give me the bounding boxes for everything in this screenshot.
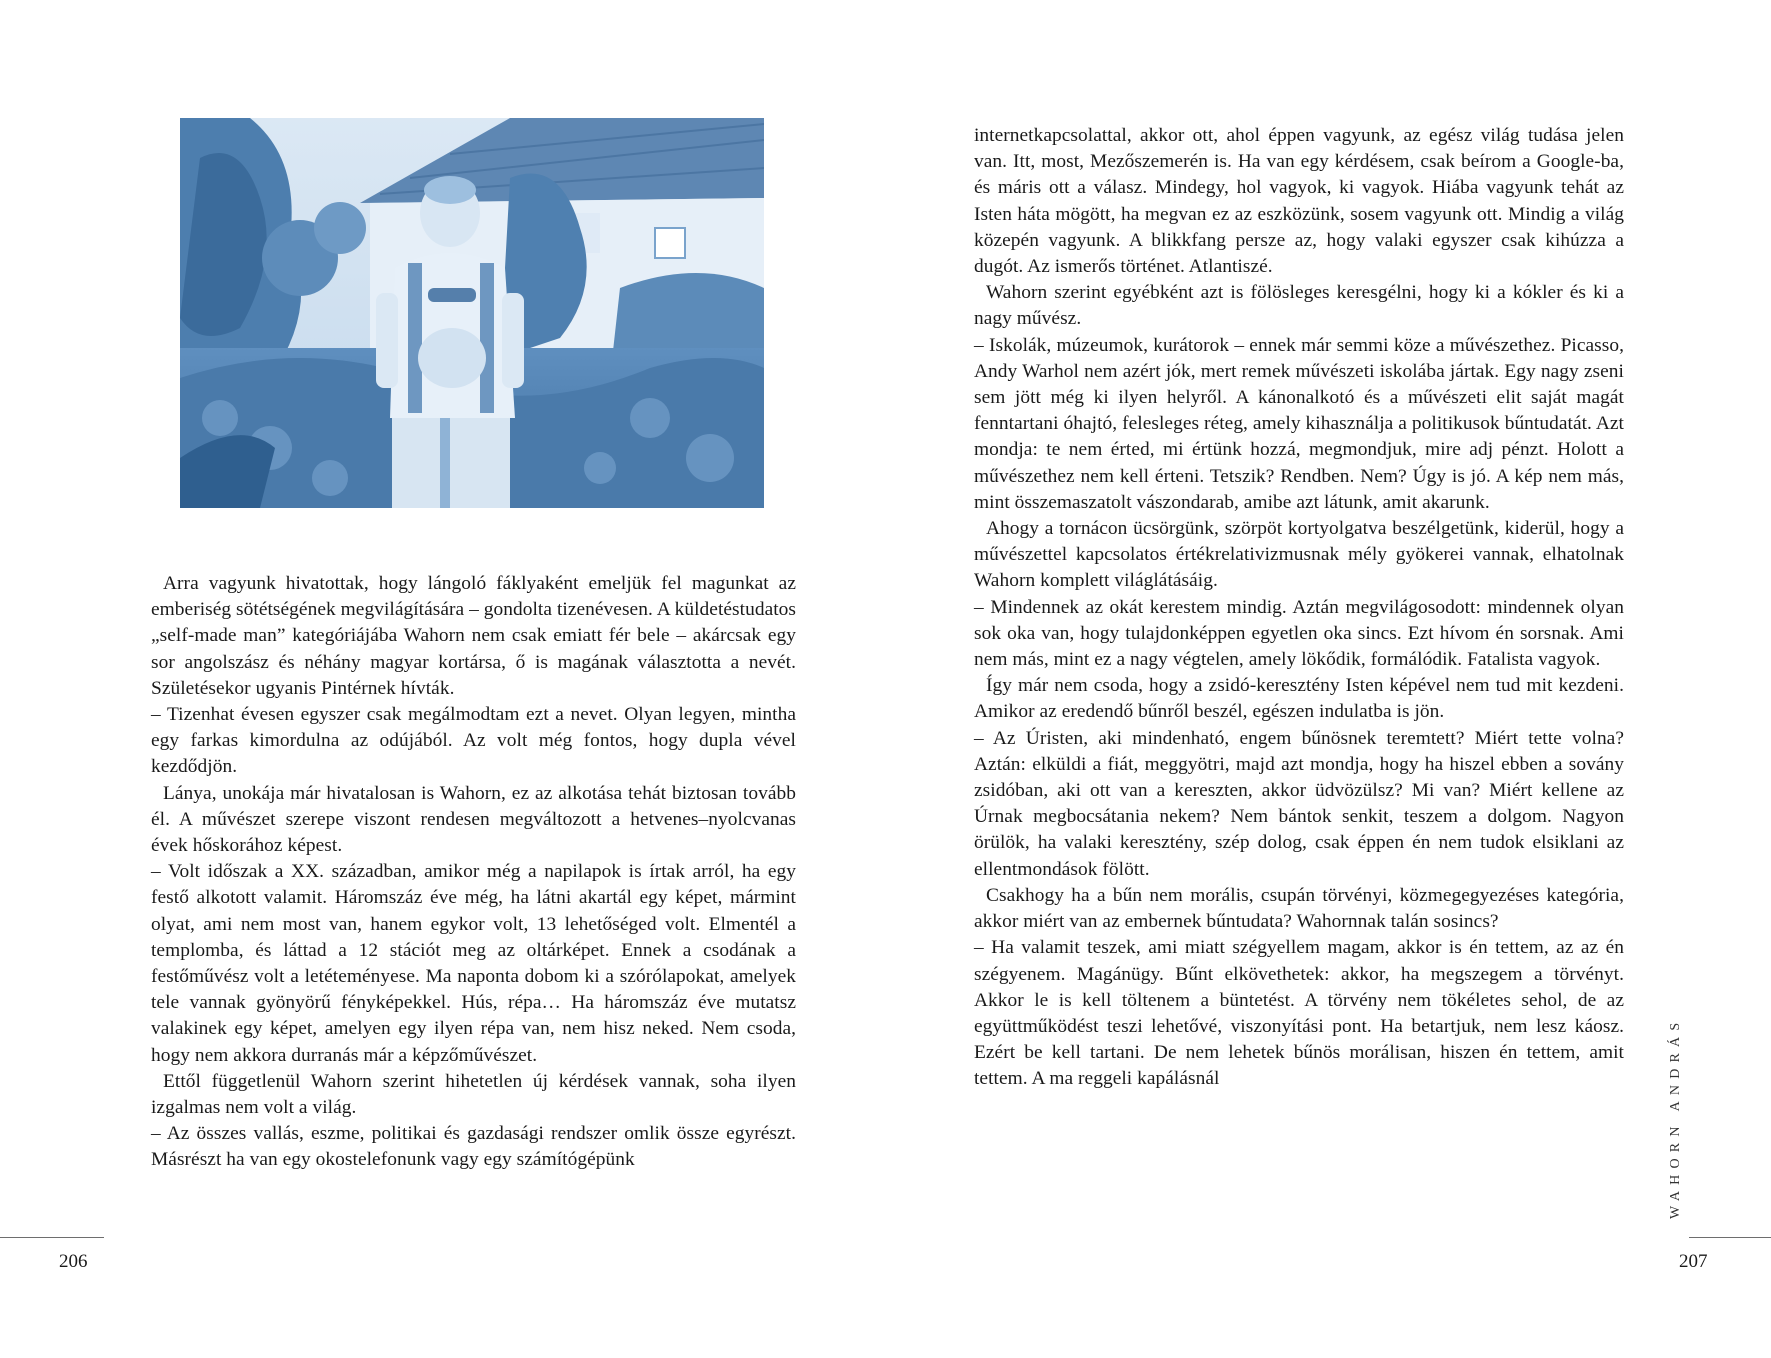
left-page-text: [151, 571, 796, 1174]
paragraph: – Volt időszak a XX. században, amikor még a napilapok is írtak arról, ha egy festő alkotott valamit. Háromszáz éve még, ha látni akartál egy képet, mármint olyat, ami nem most van, hanem egykor volt, 13 lehetőséged volt. Elmentél a templomba, és láttad a 12 stációt meg az oltárképet. Ennek a csodának a festőművész volt a letéteményese. Ma naponta dobom ki a szórólapokat, amelyek tele vannak gyönyörű fényképekkel. Hús, répa… Ha háromszáz éve mutatsz valakinek egy képet, amelyen egy ilyen répa van, nem hisz neked. Nem csoda, hogy nem akkora durranás már a képzőművészet.: [151, 861, 796, 1066]
paragraph: Ettől függetlenül Wahorn szerint hihetetlen új kérdések vannak, soha ilyen izgalmas nem volt a világ.: [151, 1070, 796, 1119]
footer-rule-left: [0, 1237, 104, 1238]
paragraph: – Az Úristen, aki mindenható, engem bűnösnek teremtett? Miért tette volna? Aztán: elküldi a fiát, meggyötri, majd azt mondja, hogy ha hiszel ebben a sovány zsidóban, aki ott van a kereszten, akkor üdvözülsz? Mi van? Miért kellene az Úrnak megbocsátania nekem? Nem bántok senkit, teszem a dolgom. Nagyon örülök, ha valaki keresztény, szép dolog, csak éppen én nem tudok elsiklani az ellentmondások fölött.: [974, 727, 1624, 880]
photo-image: [180, 118, 764, 508]
right-page-text: [974, 123, 1624, 1093]
paragraph: Ahogy a tornácon ücsörgünk, szörpöt kortyolgatva beszélgetünk, kiderül, hogy a művészettel kapcsolatos értékrelativizmusnak mély gyökerei vannak, elhatolnak Wahorn komplett világlátásáig.: [974, 518, 1624, 592]
paragraph: – Ha valamit teszek, ami miatt szégyellem magam, akkor is én tettem, az az én szégyenem. Magánügy. Bűnt elkövethetek: akkor, ha megszegem a törvényt. Akkor le is kell töltenem a büntetést. A törvény nem tökéletes sehol, de az együttműködést teszi lehetővé, viszonyítási pont. Ha betartjuk, nem lesz káosz. Ezért be kell tartani. De nem lehetek bűnös morálisan, hiszen én tettem, amit tettem. A ma reggeli kapálásnál: [974, 937, 1624, 1090]
running-head-author: WAHORN ANDRÁS: [1668, 1016, 1683, 1219]
paragraph: internetkapcsolattal, akkor ott, ahol éppen vagyunk, az egész világ tudása jelen van. Itt, most, Mezőszemerén is. Ha van egy kérdésem, csak beírom a Google-ba, és máris ott a válasz. Mindegy, hol vagyok, ki vagyok. Hiába vagyunk tehát az Isten háta mögött, ha megvan ez az eszközünk, sosem vagyunk ott. Mindig a világ közepén vagyunk. A blikkfang persze az, hogy valaki egyszer csak kihúzza a dugót. Az ismerős történet. Atlantiszé.: [974, 125, 1624, 278]
paragraph: Így már nem csoda, hogy a zsidó-keresztény Isten képével nem tud mit kezdeni. Amikor az eredendő bűnről beszél, egészen indulatba is jön.: [974, 675, 1624, 723]
footer-rule-right: [1689, 1237, 1771, 1238]
paragraph: Csakhogy ha a bűn nem morális, csupán törvényi, közmegegyezéses kategória, akkor miért van az embernek bűntudata? Wahornnak talán sosincs?: [974, 884, 1624, 933]
paragraph: Wahorn szerint egyébként azt is fölösleges keresgélni, hogy ki a kókler és ki a nagy művész.: [974, 282, 1624, 330]
paragraph: Lánya, unokája már hivatalosan is Wahorn, ez az alkotása tehát biztosan tovább él. A művészet szerepe viszont rendesen megváltozott a hetvenes–nyolcvanas évek hőskorához képest.: [151, 782, 796, 857]
paragraph: – Az összes vallás, eszme, politikai és gazdasági rendszer omlik össze egyrészt. Másrészt ha van egy okostelefonunk vagy egy számítógépünk: [151, 1123, 796, 1171]
paragraph: – Iskolák, múzeumok, kurátorok – ennek már semmi köze a művészethez. Picasso, Andy Warhol nem azért jók, mert remek művészeti iskolába jártak. Egy nagy zseni sem jött még ki ilyen helyről. A kánonalkotó és a művészeti elit saját magát fenntartani óhajtó, felesleges réteg, amely kihasználja a politikusok bűntudatát. Azt mondja: te nem érted, mi értünk hozzá, megmondjuk, mire adj pénzt. Holott a művészethez nem kell érteni. Tetszik? Rendben. Nem? Úgy is jó. A kép nem más, mint összemaszatolt vászondarab, amibe azt látunk, amit akarunk.: [974, 334, 1624, 513]
paragraph: – Mindennek az okát kerestem mindig. Aztán megvilágosodott: mindennek olyan sok oka van, hogy tulajdonképpen egyetlen oka sincs. Ezt hívom én sorsnak. Ami nem más, mint ez a nagy végtelen, amely lökődik, formálódik. Fatalista vagyok.: [974, 596, 1624, 671]
paragraph: – Tizenhat évesen egyszer csak megálmodtam ezt a nevet. Olyan legyen, mintha egy farkas kimordulna az odújából. Az volt még fontos, hogy dupla vével kezdődjön.: [151, 704, 796, 778]
paragraph: Arra vagyunk hivatottak, hogy lángoló fáklyaként emeljük fel magunkat az emberiség sötétségének megvilágítására – gondolta tizenévesen. A küldetéstudatos „self-made man” kategóriájába Wahorn nem csak emiatt fér bele – akárcsak egy sor angolszász és néhány magyar kortársa, ő is magának választotta a nevét. Születésekor ugyanis Pintérnek hívták.: [151, 573, 796, 699]
page-number-right: 207: [1679, 1251, 1708, 1272]
photo-man-in-garden: [180, 118, 764, 508]
page-number-left: 206: [59, 1251, 88, 1272]
